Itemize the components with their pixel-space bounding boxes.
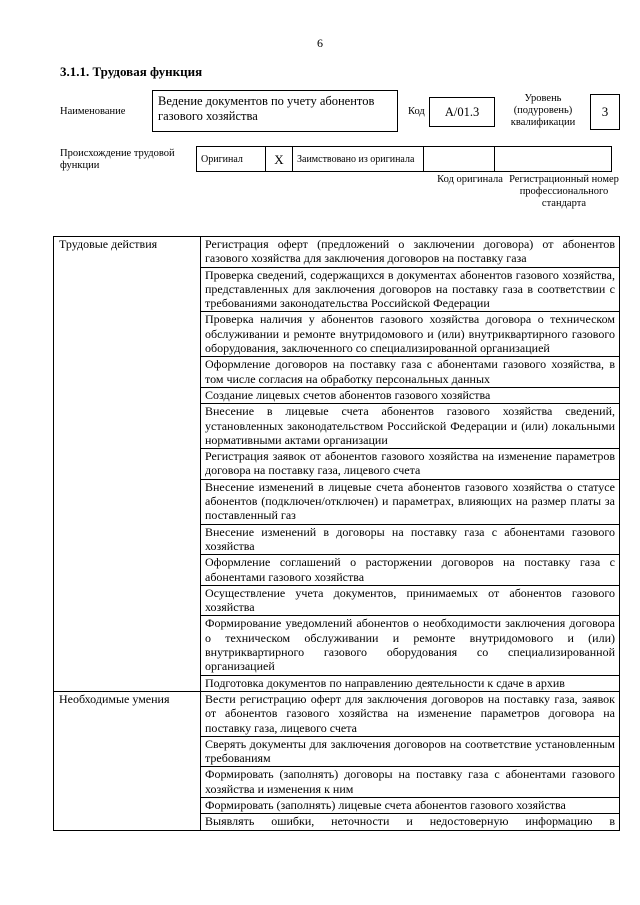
skill-item: Формировать (заполнять) договоры на поставку газа с абонентами газового хозяйства и изменения к ним <box>201 767 620 798</box>
required-skills-label: Необходимые умения <box>54 691 201 830</box>
labor-action-item: Внесение в лицевые счета абонентов газового хозяйства сведений, установленных законодательством Российской Федерации и (или) локальными нормативными актами организации <box>201 404 620 449</box>
reg-number-caption: Регистрационный номер профессионального стандарта <box>509 174 619 209</box>
labor-action-item: Оформление соглашений о расторжении договоров на поставку газа с абонентами газового хозяйства <box>201 555 620 586</box>
labor-action-item: Внесение изменений в договоры на поставку газа с абонентами газового хозяйства <box>201 524 620 555</box>
level-value-box: 3 <box>590 94 620 130</box>
labor-action-item: Осуществление учета документов, принимаемых от абонентов газового хозяйства <box>201 585 620 616</box>
origin-label: Происхождение трудовой функции <box>60 148 175 171</box>
labor-action-item: Проверка наличия у абонентов газового хозяйства договора о техническом обслуживании и ремонте внутридомового и (или) внутриквартирного газового оборудования, заключенного со специализированной организацией <box>201 312 620 357</box>
origin-table <box>196 146 612 172</box>
level-label: Уровень (подуровень) квалификации <box>510 93 576 128</box>
labor-action-item: Проверка сведений, содержащихся в документах абонентов газового хозяйства, представленных для заключения договоров на поставку газа в соответствии с требованиями законодательства Российской Федерации <box>201 267 620 312</box>
labor-action-item: Подготовка документов по направлению деятельности к сдаче в архив <box>201 675 620 691</box>
code-value-box: А/01.3 <box>429 97 495 127</box>
labor-action-item: Оформление договоров на поставку газа с абонентами газового хозяйства, в том числе согласия на обработку персональных данных <box>201 357 620 388</box>
labor-action-item: Регистрация заявок от абонентов газового хозяйства на изменение параметров договора на поставку газа, лицевого счета <box>201 449 620 480</box>
table-row <box>54 691 620 736</box>
page-number: 6 <box>317 36 323 50</box>
labor-action-item: Создание лицевых счетов абонентов газового хозяйства <box>201 387 620 403</box>
code-original-caption: Код оригинала <box>437 174 503 185</box>
labor-action-item: Регистрация оферт (предложений о заключении договора) от абонентов газового хозяйства для заключения договоров на поставку газа <box>201 237 620 268</box>
skill-item: Сверять документы для заключения договоров на соответствие установленным требованиям <box>201 736 620 767</box>
labor-actions-label: Трудовые действия <box>54 237 201 692</box>
table-row <box>54 237 620 268</box>
original-mark-cell <box>266 147 293 172</box>
name-label: Наименование <box>60 106 126 117</box>
function-table <box>53 236 620 831</box>
reg-number-cell <box>495 147 612 172</box>
skill-item: Формировать (заполнять) лицевые счета абонентов газового хозяйства <box>201 797 620 813</box>
section-title: 3.1.1. Трудовая функция <box>60 64 203 79</box>
labor-action-item: Внесение изменений в лицевые счета абонентов газового хозяйства о статусе абонентов (подключен/отключен) и параметрах, влияющих на размер платы за поставленный газ <box>201 479 620 524</box>
borrowed-label-cell <box>293 147 424 172</box>
original-mark: X <box>274 151 284 167</box>
skill-item: Вести регистрацию оферт для заключения договоров на поставку газа, заявок от абонентов газового хозяйства на изменение параметров договора на поставку газа, лицевого счета <box>201 691 620 736</box>
borrowed-label: Заимствовано из оригинала <box>297 153 415 165</box>
code-original-cell <box>424 147 495 172</box>
name-value-box: Ведение документов по учету абонентов газового хозяйства <box>152 90 398 132</box>
original-label: Оригинал <box>201 153 243 165</box>
skill-item: Выявлять ошибки, неточности и недостоверную информацию в <box>201 814 620 830</box>
labor-action-item: Формирование уведомлений абонентов о необходимости заключения договора о техническом обслуживании и ремонте внутридомового и (или) внутриквартирного газового оборудования со специализированной организацией <box>201 616 620 675</box>
code-label: Код <box>408 106 425 117</box>
original-label-cell <box>197 147 266 172</box>
